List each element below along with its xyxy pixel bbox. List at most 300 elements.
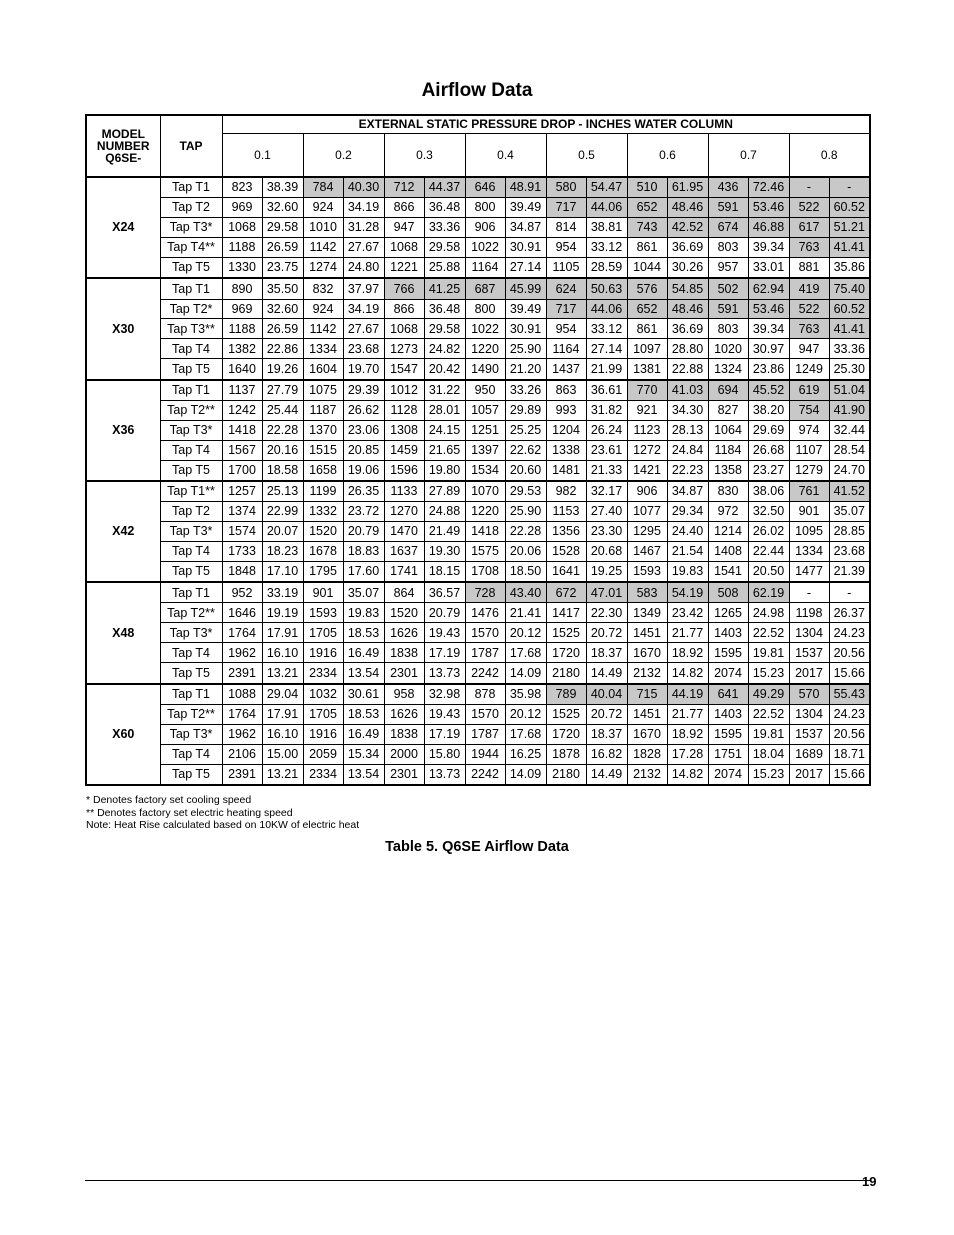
heat-rise-cell: 48.46 [667,299,708,319]
tap-cell: Tap T5 [160,663,222,684]
cfm-cell: 619 [789,380,829,401]
cfm-cell: 2074 [708,764,748,785]
cfm-cell: 1848 [222,562,262,583]
cfm-cell: 1133 [384,481,424,502]
heat-rise-cell: 54.85 [667,278,708,299]
heat-rise-cell: 27.14 [505,258,546,279]
heat-rise-cell: 19.81 [748,724,789,744]
heat-rise-cell: 39.34 [748,319,789,339]
heat-rise-cell: 72.46 [748,177,789,198]
cfm-cell: 947 [789,339,829,359]
cfm-cell: 957 [708,258,748,279]
tap-cell: Tap T1 [160,177,222,198]
cfm-cell: 1272 [627,440,667,460]
heat-rise-cell: 20.12 [505,704,546,724]
heat-rise-cell: 18.23 [262,542,303,562]
heat-rise-cell: 22.28 [262,420,303,440]
heat-rise-cell: 22.44 [748,542,789,562]
cfm-cell: 1330 [222,258,262,279]
table-row [86,460,870,481]
cfm-cell: 1382 [222,339,262,359]
cfm-cell: 1068 [222,218,262,238]
heat-rise-cell: 17.68 [505,724,546,744]
heat-rise-cell: 39.49 [505,299,546,319]
table-row [86,562,870,583]
heat-rise-cell: 17.91 [262,623,303,643]
heat-rise-cell: 17.19 [424,643,465,663]
heat-rise-cell: 32.98 [424,684,465,705]
cfm-cell: 1689 [789,744,829,764]
cfm-cell: 1962 [222,724,262,744]
heat-rise-cell: 24.80 [343,258,384,279]
cfm-cell: 881 [789,258,829,279]
cfm-cell: 1593 [303,603,343,623]
cfm-cell: 1123 [627,420,667,440]
cfm-cell: 1295 [627,522,667,542]
heat-rise-cell: 36.61 [586,380,627,401]
heat-rise-cell: 28.59 [586,258,627,279]
tap-cell: Tap T3* [160,522,222,542]
heat-rise-cell: 23.27 [748,460,789,481]
heat-rise-cell: 25.88 [424,258,465,279]
table-row [86,258,870,279]
cfm-cell: 1537 [789,643,829,663]
heat-rise-cell: 44.19 [667,684,708,705]
cfm-cell: 687 [465,278,505,299]
cfm-cell: 672 [546,582,586,603]
cfm-cell: 1787 [465,643,505,663]
cfm-cell: 1481 [546,460,586,481]
heat-rise-cell: 46.88 [748,218,789,238]
cfm-cell: 674 [708,218,748,238]
cfm-cell: 1708 [465,562,505,583]
heat-rise-cell: 29.04 [262,684,303,705]
heat-rise-cell: 35.86 [829,258,870,279]
heat-rise-cell: 16.82 [586,744,627,764]
cfm-cell: 1274 [303,258,343,279]
heat-rise-cell: 19.26 [262,359,303,380]
heat-rise-cell: 24.15 [424,420,465,440]
heat-rise-cell: 23.86 [748,359,789,380]
cfm-cell: 823 [222,177,262,198]
heat-rise-cell: 60.52 [829,198,870,218]
cfm-cell: 1358 [708,460,748,481]
cfm-cell: 522 [789,198,829,218]
heat-rise-cell: 35.98 [505,684,546,705]
cfm-cell: 1064 [708,420,748,440]
cfm-cell: 1670 [627,643,667,663]
heat-rise-cell: 24.98 [748,603,789,623]
heat-rise-cell: 13.54 [343,764,384,785]
heat-rise-cell: 20.56 [829,643,870,663]
pressure-column-header: 0.2 [303,133,384,177]
heat-rise-cell: 62.94 [748,278,789,299]
cfm-cell: 1142 [303,238,343,258]
heat-rise-cell: 29.69 [748,420,789,440]
cfm-cell: 1795 [303,562,343,583]
cfm-cell: 1105 [546,258,586,279]
cfm-cell: 1421 [627,460,667,481]
heat-rise-cell: 34.19 [343,198,384,218]
table-row [86,724,870,744]
heat-rise-cell: 41.90 [829,400,870,420]
heat-rise-cell: 19.43 [424,623,465,643]
heat-rise-cell: 29.53 [505,481,546,502]
cfm-cell: 763 [789,238,829,258]
table-row [86,400,870,420]
table-row [86,603,870,623]
heat-rise-cell: 37.97 [343,278,384,299]
heat-rise-cell: 33.12 [586,319,627,339]
heat-rise-cell: 19.83 [667,562,708,583]
cfm-cell: 1077 [627,502,667,522]
heat-rise-cell: 35.50 [262,278,303,299]
heat-rise-cell: 44.37 [424,177,465,198]
tap-cell: Tap T4 [160,744,222,764]
heat-rise-cell: 38.20 [748,400,789,420]
heat-rise-cell: 20.12 [505,623,546,643]
cfm-cell: 652 [627,299,667,319]
heat-rise-cell: 30.61 [343,684,384,705]
heat-rise-cell: 22.52 [748,704,789,724]
heat-rise-cell: 35.07 [343,582,384,603]
heat-rise-cell: 13.73 [424,663,465,684]
cfm-cell: 1095 [789,522,829,542]
heat-rise-cell: 32.50 [748,502,789,522]
cfm-cell: 1626 [384,623,424,643]
cfm-cell: 1279 [789,460,829,481]
airflow-table [85,114,871,786]
heat-rise-cell: 19.43 [424,704,465,724]
table-row [86,542,870,562]
footer-divider [85,1180,870,1181]
cfm-cell: 954 [546,319,586,339]
table-row [86,198,870,218]
cfm-cell: 754 [789,400,829,420]
heat-rise-cell: 45.52 [748,380,789,401]
heat-rise-cell: 26.02 [748,522,789,542]
cfm-cell: 763 [789,319,829,339]
cfm-cell: 508 [708,582,748,603]
heat-rise-cell: 26.37 [829,603,870,623]
heat-rise-cell: 34.30 [667,400,708,420]
tap-cell: Tap T5 [160,359,222,380]
heat-rise-cell: 41.41 [829,238,870,258]
heat-rise-cell: 26.24 [586,420,627,440]
table-row [86,339,870,359]
heat-rise-cell: 24.23 [829,704,870,724]
heat-rise-cell: 50.63 [586,278,627,299]
heat-rise-cell: 36.57 [424,582,465,603]
heat-rise-cell: 32.44 [829,420,870,440]
heat-rise-cell: 25.13 [262,481,303,502]
cfm-cell: - [789,582,829,603]
model-number-cell: X42 [86,481,160,582]
heat-rise-cell: 25.90 [505,339,546,359]
cfm-cell: 1567 [222,440,262,460]
heat-rise-cell: 27.89 [424,481,465,502]
tap-cell: Tap T3* [160,420,222,440]
heat-rise-cell: 48.46 [667,198,708,218]
tap-cell: Tap T3* [160,218,222,238]
cfm-cell: 906 [627,481,667,502]
cfm-cell: 1128 [384,400,424,420]
table-row [86,522,870,542]
heat-rise-cell: - [829,177,870,198]
cfm-cell: 803 [708,238,748,258]
cfm-cell: 1525 [546,704,586,724]
cfm-cell: 1534 [465,460,505,481]
heat-rise-cell: 21.54 [667,542,708,562]
heat-rise-cell: 25.90 [505,502,546,522]
heat-rise-cell: 19.83 [343,603,384,623]
cfm-cell: 982 [546,481,586,502]
cfm-cell: 1733 [222,542,262,562]
cfm-cell: 1370 [303,420,343,440]
heat-rise-cell: 24.88 [424,502,465,522]
heat-rise-cell: 20.56 [829,724,870,744]
pressure-column-header: 0.1 [222,133,303,177]
cfm-cell: 1451 [627,704,667,724]
heat-rise-cell: 30.97 [748,339,789,359]
cfm-cell: 1097 [627,339,667,359]
heat-rise-cell: 22.52 [748,623,789,643]
heat-rise-cell: 48.91 [505,177,546,198]
heat-rise-cell: 41.25 [424,278,465,299]
heat-rise-cell: 20.07 [262,522,303,542]
cfm-cell: 2334 [303,663,343,684]
cfm-cell: 901 [303,582,343,603]
heat-rise-cell: 26.35 [343,481,384,502]
cfm-cell: 1515 [303,440,343,460]
heat-rise-cell: 61.95 [667,177,708,198]
heat-rise-cell: 32.60 [262,299,303,319]
cfm-cell: 1020 [708,339,748,359]
cfm-cell: 1356 [546,522,586,542]
heat-rise-cell: 21.41 [505,603,546,623]
cfm-cell: 1334 [789,542,829,562]
cfm-cell: 522 [789,299,829,319]
heat-rise-cell: 17.10 [262,562,303,583]
heat-rise-cell: 27.67 [343,319,384,339]
heat-rise-cell: 14.82 [667,764,708,785]
heat-rise-cell: 34.19 [343,299,384,319]
heat-rise-cell: 22.88 [667,359,708,380]
table-row [86,502,870,522]
tap-cell: Tap T5 [160,258,222,279]
heat-rise-cell: 16.49 [343,643,384,663]
heat-rise-cell: 21.39 [829,562,870,583]
heat-rise-cell: 18.53 [343,704,384,724]
cfm-cell: 958 [384,684,424,705]
cfm-cell: 728 [465,582,505,603]
cfm-cell: 827 [708,400,748,420]
cfm-cell: 2391 [222,764,262,785]
tap-cell: Tap T1 [160,278,222,299]
table-row [86,643,870,663]
cfm-cell: 770 [627,380,667,401]
heat-rise-cell: 36.48 [424,299,465,319]
tap-cell: Tap T2 [160,198,222,218]
heat-rise-cell: 47.01 [586,582,627,603]
cfm-cell: 878 [465,684,505,705]
tap-cell: Tap T1 [160,380,222,401]
cfm-cell: 1044 [627,258,667,279]
cfm-cell: 1720 [546,643,586,663]
heat-rise-cell: 24.70 [829,460,870,481]
cfm-cell: 1057 [465,400,505,420]
heat-rise-cell: 23.75 [262,258,303,279]
cfm-cell: 1838 [384,724,424,744]
heat-rise-cell: - [829,582,870,603]
cfm-cell: 1012 [384,380,424,401]
tap-cell: Tap T5 [160,764,222,785]
cfm-cell: 712 [384,177,424,198]
cfm-cell: 1467 [627,542,667,562]
heat-rise-cell: 55.43 [829,684,870,705]
cfm-cell: 1646 [222,603,262,623]
cfm-cell: 1787 [465,724,505,744]
heat-rise-cell: 26.68 [748,440,789,460]
heat-rise-cell: 29.58 [424,238,465,258]
model-number-cell: X36 [86,380,160,481]
heat-rise-cell: 22.30 [586,603,627,623]
cfm-cell: 1838 [384,643,424,663]
heat-rise-cell: 15.80 [424,744,465,764]
heat-rise-cell: 14.49 [586,764,627,785]
tap-cell: Tap T2** [160,704,222,724]
cfm-cell: 863 [546,380,586,401]
cfm-cell: 1142 [303,319,343,339]
table-row [86,481,870,502]
heat-rise-cell: 20.79 [424,603,465,623]
cfm-cell: 1198 [789,603,829,623]
tap-cell: Tap T2* [160,299,222,319]
heat-rise-cell: 23.06 [343,420,384,440]
heat-rise-cell: 27.79 [262,380,303,401]
table-row [86,177,870,198]
cfm-cell: 1476 [465,603,505,623]
heat-rise-cell: 22.62 [505,440,546,460]
heat-rise-cell: 13.21 [262,663,303,684]
heat-rise-cell: 14.09 [505,663,546,684]
cfm-cell: 1022 [465,319,505,339]
heat-rise-cell: 51.04 [829,380,870,401]
cfm-cell: 1408 [708,542,748,562]
tap-cell: Tap T1** [160,481,222,502]
heat-rise-cell: 30.91 [505,319,546,339]
cfm-cell: 1490 [465,359,505,380]
cfm-cell: 906 [465,218,505,238]
heat-rise-cell: 25.25 [505,420,546,440]
cfm-cell: 1304 [789,623,829,643]
cfm-cell: 1032 [303,684,343,705]
page-number: 19 [862,1174,877,1189]
cfm-cell: 1604 [303,359,343,380]
cfm-cell: 784 [303,177,343,198]
heat-rise-cell: 26.59 [262,238,303,258]
cfm-cell: 1107 [789,440,829,460]
heat-rise-cell: 38.06 [748,481,789,502]
heat-rise-cell: 27.14 [586,339,627,359]
heat-rise-cell: 75.40 [829,278,870,299]
cfm-cell: 1088 [222,684,262,705]
heat-rise-cell: 18.92 [667,643,708,663]
pressure-column-header: 0.8 [789,133,870,177]
table-row [86,744,870,764]
heat-rise-cell: 14.09 [505,764,546,785]
heat-rise-cell: 54.47 [586,177,627,198]
cfm-cell: 1641 [546,562,586,583]
cfm-cell: 2334 [303,764,343,785]
heat-rise-cell: 21.20 [505,359,546,380]
heat-rise-cell: 15.23 [748,663,789,684]
cfm-cell: 1324 [708,359,748,380]
tap-cell: Tap T4 [160,339,222,359]
cfm-cell: 969 [222,299,262,319]
cfm-cell: 800 [465,299,505,319]
footnotes [86,794,359,832]
heat-rise-cell: 17.60 [343,562,384,583]
heat-rise-cell: 18.37 [586,643,627,663]
cfm-cell: 743 [627,218,667,238]
heat-rise-cell: 21.77 [667,623,708,643]
heat-rise-cell: 21.77 [667,704,708,724]
heat-rise-cell: 43.40 [505,582,546,603]
heat-rise-cell: 17.68 [505,643,546,663]
cfm-cell: 1068 [384,319,424,339]
cfm-cell: 1418 [465,522,505,542]
tap-cell: Tap T3* [160,724,222,744]
heat-rise-cell: 33.19 [262,582,303,603]
cfm-cell: 1764 [222,704,262,724]
heat-rise-cell: 18.37 [586,724,627,744]
cfm-cell: 830 [708,481,748,502]
cfm-cell: 954 [546,238,586,258]
cfm-cell: 1308 [384,420,424,440]
cfm-cell: 2106 [222,744,262,764]
heat-rise-cell: 27.67 [343,238,384,258]
cfm-cell: 646 [465,177,505,198]
heat-rise-cell: 22.86 [262,339,303,359]
cfm-cell: 1916 [303,724,343,744]
cfm-cell: 1022 [465,238,505,258]
heat-rise-cell: 41.41 [829,319,870,339]
cfm-cell: 1720 [546,724,586,744]
heat-rise-cell: 26.59 [262,319,303,339]
heat-rise-cell: 44.06 [586,198,627,218]
tap-cell: Tap T4 [160,542,222,562]
cfm-cell: 947 [384,218,424,238]
heat-rise-cell: 30.91 [505,238,546,258]
cfm-cell: 866 [384,299,424,319]
cfm-cell: 972 [708,502,748,522]
heat-rise-cell: 44.06 [586,299,627,319]
cfm-cell: 1520 [384,603,424,623]
cfm-cell: 715 [627,684,667,705]
pressure-column-header: 0.7 [708,133,789,177]
heat-rise-cell: 17.19 [424,724,465,744]
heat-rise-cell: 62.19 [748,582,789,603]
heat-rise-cell: 40.04 [586,684,627,705]
cfm-cell: 1257 [222,481,262,502]
table-row [86,623,870,643]
cfm-cell: 866 [384,198,424,218]
heat-rise-cell: 38.39 [262,177,303,198]
heat-rise-cell: 14.49 [586,663,627,684]
cfm-cell: 974 [789,420,829,440]
heat-rise-cell: 21.49 [424,522,465,542]
